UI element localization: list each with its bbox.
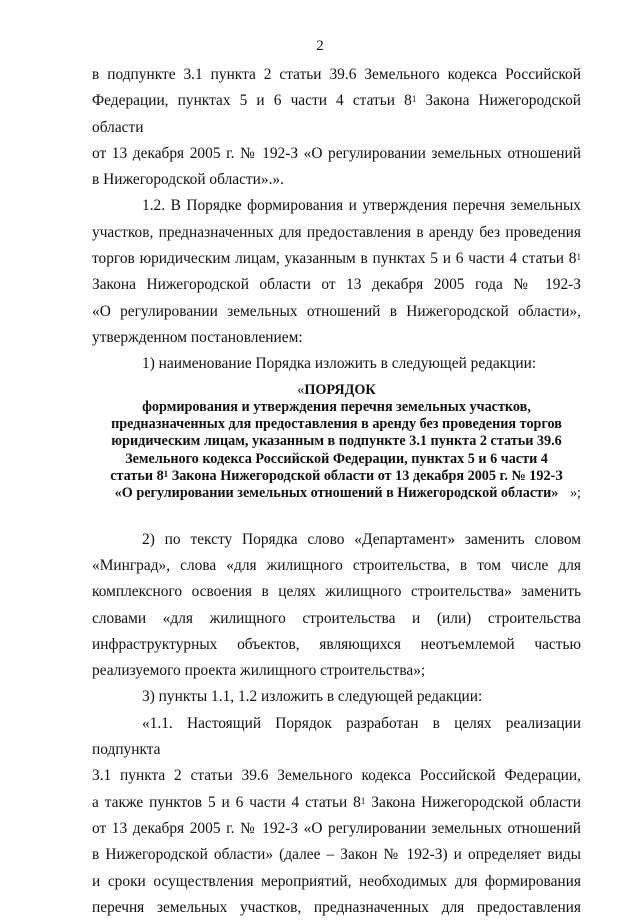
text-line: участков, предназначенных для предоставления в аренду без проведения	[92, 223, 581, 241]
text-line: от 13 декабря 2005 г. № 192-З «О регулировании земельных отношений	[92, 819, 581, 837]
text-line: а также пунктов 5 и 6 части 4 статьи $8^1$ Закона Нижегородской области	[92, 793, 581, 811]
order-title-block	[92, 382, 581, 503]
text-line: словами «для жилищного строительства и (или) строительства	[92, 609, 581, 627]
text-line: и сроки осуществления мероприятий, необходимых для формирования	[92, 872, 581, 890]
text-line: в подпункте 3.1 пункта 2 статьи 39.6 Земельного кодекса Российской	[92, 66, 581, 83]
superscript: 1	[411, 94, 417, 105]
text-line: реализуемого проекта жилищного строительства»;	[92, 662, 426, 680]
title-line: Земельного кодекса Российской Федерации, пунктах 5 и 6 части 4	[125, 450, 548, 467]
text-line: 1) наименование Порядка изложить в следующей редакции:	[142, 355, 537, 373]
text-line: в Нижегородской области».».	[92, 171, 284, 189]
title-line: «ПОРЯДОК	[297, 381, 376, 398]
text-line: от 13 декабря 2005 г. № 192-З «О регулировании земельных отношений	[92, 144, 581, 162]
text-line: инфраструктурных объектов, являющихся неотъемлемой частью	[92, 635, 581, 653]
superscript: 1	[163, 469, 169, 480]
text-line: в Нижегородской области» (далее – Закон № 192-З) и определяет виды	[92, 846, 581, 864]
title-line: статьи $8^1$ Закона Нижегородской области от 13 декабря 2005 г. № 192-З	[110, 468, 563, 485]
text-line: «О регулировании земельных отношений в Нижегородской области»,	[92, 302, 581, 320]
title-line: юридическим лицам, указанным в подпункте 3.1 пункта 2 статьи 39.6	[111, 433, 562, 450]
title-line: предназначенных для предоставления в аренду без проведения торгов	[111, 416, 562, 433]
text-line: «1.1. Настоящий Порядок разработан в целях реализации подпункта	[92, 714, 581, 759]
text-line: комплексного освоения в целях жилищного строительства» заменить	[92, 583, 581, 601]
document-body	[92, 62, 581, 921]
text-line: торгов юридическим лицам, указанным в пунктах 5 и 6 части 4 статьи $8^1$	[92, 250, 581, 268]
title-line: формирования и утверждения перечня земельных участков,	[142, 398, 531, 415]
text-line: утвержденном постановлением:	[92, 328, 303, 346]
text-line: 2) по тексту Порядка слово «Департамент» заменить словом	[142, 530, 581, 548]
text-line: перечня земельных участков, предназначенных для предоставления	[92, 898, 581, 916]
text-line: 3) пункты 1.1, 1.2 изложить в следующей редакции:	[142, 688, 483, 706]
text-line: Федерации, пунктах 5 и 6 части 4 статьи $8^1$ Закона Нижегородской области	[92, 92, 581, 136]
text-line: 3.1 пункта 2 статьи 39.6 Земельного кодекса Российской Федерации,	[92, 767, 581, 785]
text-line: «Минград», слова «для жилищного строительства, в том числе для	[92, 556, 581, 574]
superscript: 1	[360, 795, 366, 806]
text-line: 1.2. В Порядке формирования и утверждения перечня земельных	[142, 197, 581, 215]
title-line: «О регулировании земельных отношений в Нижегородской области» »;	[114, 485, 581, 502]
superscript: 1	[576, 252, 581, 263]
text-line: Закона Нижегородской области от 13 декабря 2005 года № 192-З	[92, 276, 581, 294]
page-number: 2	[316, 38, 324, 54]
